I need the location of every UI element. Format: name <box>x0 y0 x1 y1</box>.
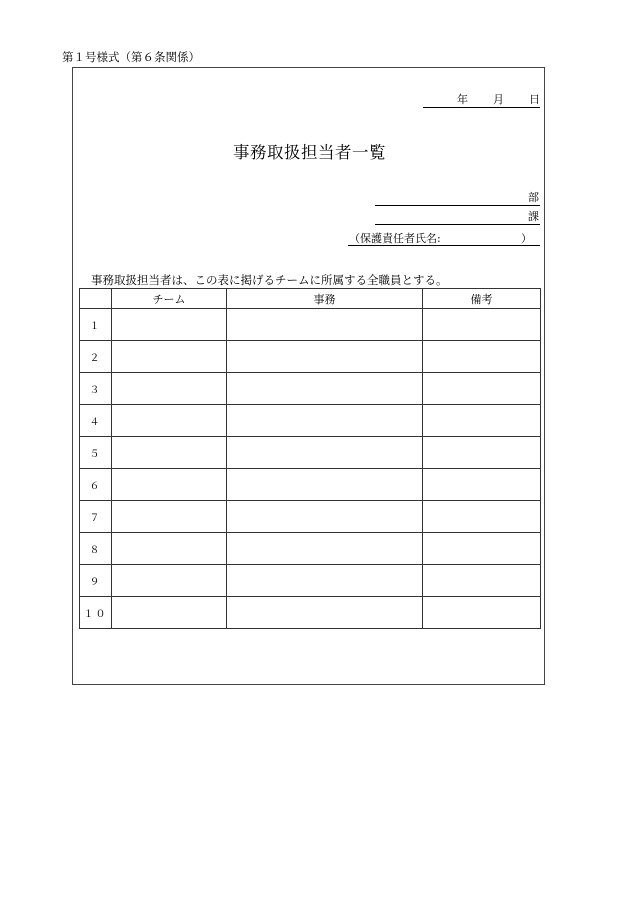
date-year: 年 <box>457 93 468 106</box>
table-row <box>80 405 541 437</box>
header-number <box>80 289 112 309</box>
form-number-label: 第１号様式（第６条関係） <box>62 50 200 64</box>
guardian-line <box>348 230 540 246</box>
header-team: チーム <box>112 289 227 309</box>
table-header-row <box>80 289 541 309</box>
duty-cell[interactable] <box>227 437 423 469</box>
date-day: 日 <box>529 93 540 106</box>
remarks-cell[interactable] <box>423 405 541 437</box>
section-line <box>375 207 540 225</box>
remarks-cell[interactable] <box>423 597 541 629</box>
table-row <box>80 437 541 469</box>
section-label: 課 <box>528 210 539 223</box>
remarks-cell[interactable] <box>423 501 541 533</box>
duty-cell[interactable] <box>227 341 423 373</box>
team-cell[interactable] <box>112 405 227 437</box>
remarks-cell[interactable] <box>423 373 541 405</box>
table-row <box>80 373 541 405</box>
remarks-cell[interactable] <box>423 309 541 341</box>
table-note: 事務取扱担当者は、この表に掲げるチームに所属する全職員とする。 <box>91 273 448 287</box>
department-line <box>375 188 540 206</box>
team-cell[interactable] <box>112 597 227 629</box>
document-title: 事務取扱担当者一覧 <box>233 143 386 162</box>
department-label: 部 <box>528 191 539 204</box>
team-cell[interactable] <box>112 437 227 469</box>
row-number: ７ <box>80 501 112 533</box>
row-number: ５ <box>80 437 112 469</box>
remarks-cell[interactable] <box>423 533 541 565</box>
team-cell[interactable] <box>112 565 227 597</box>
table-row <box>80 309 541 341</box>
duty-cell[interactable] <box>227 501 423 533</box>
row-number: １０ <box>80 597 112 629</box>
table-row <box>80 469 541 501</box>
team-cell[interactable] <box>112 533 227 565</box>
duty-cell[interactable] <box>227 405 423 437</box>
row-number: ９ <box>80 565 112 597</box>
header-duty: 事務 <box>227 289 423 309</box>
header-remarks: 備考 <box>423 289 541 309</box>
row-number: ４ <box>80 405 112 437</box>
remarks-cell[interactable] <box>423 469 541 501</box>
duty-cell[interactable] <box>227 597 423 629</box>
guardian-label: （保護責任者氏名: <box>349 232 441 245</box>
duty-cell[interactable] <box>227 565 423 597</box>
remarks-cell[interactable] <box>423 437 541 469</box>
row-number: ６ <box>80 469 112 501</box>
team-cell[interactable] <box>112 373 227 405</box>
duty-cell[interactable] <box>227 469 423 501</box>
remarks-cell[interactable] <box>423 341 541 373</box>
table-row <box>80 533 541 565</box>
table-row <box>80 597 541 629</box>
table-row <box>80 501 541 533</box>
table-row <box>80 341 541 373</box>
row-number: ２ <box>80 341 112 373</box>
table-row <box>80 565 541 597</box>
remarks-cell[interactable] <box>423 565 541 597</box>
date-line <box>423 90 540 108</box>
row-number: ８ <box>80 533 112 565</box>
row-number: １ <box>80 309 112 341</box>
duty-cell[interactable] <box>227 533 423 565</box>
staff-table <box>79 288 541 629</box>
duty-cell[interactable] <box>227 373 423 405</box>
row-number: ３ <box>80 373 112 405</box>
date-month: 月 <box>493 93 504 106</box>
team-cell[interactable] <box>112 501 227 533</box>
guardian-close: ） <box>521 232 532 245</box>
team-cell[interactable] <box>112 469 227 501</box>
team-cell[interactable] <box>112 341 227 373</box>
form-frame <box>72 67 545 685</box>
team-cell[interactable] <box>112 309 227 341</box>
duty-cell[interactable] <box>227 309 423 341</box>
